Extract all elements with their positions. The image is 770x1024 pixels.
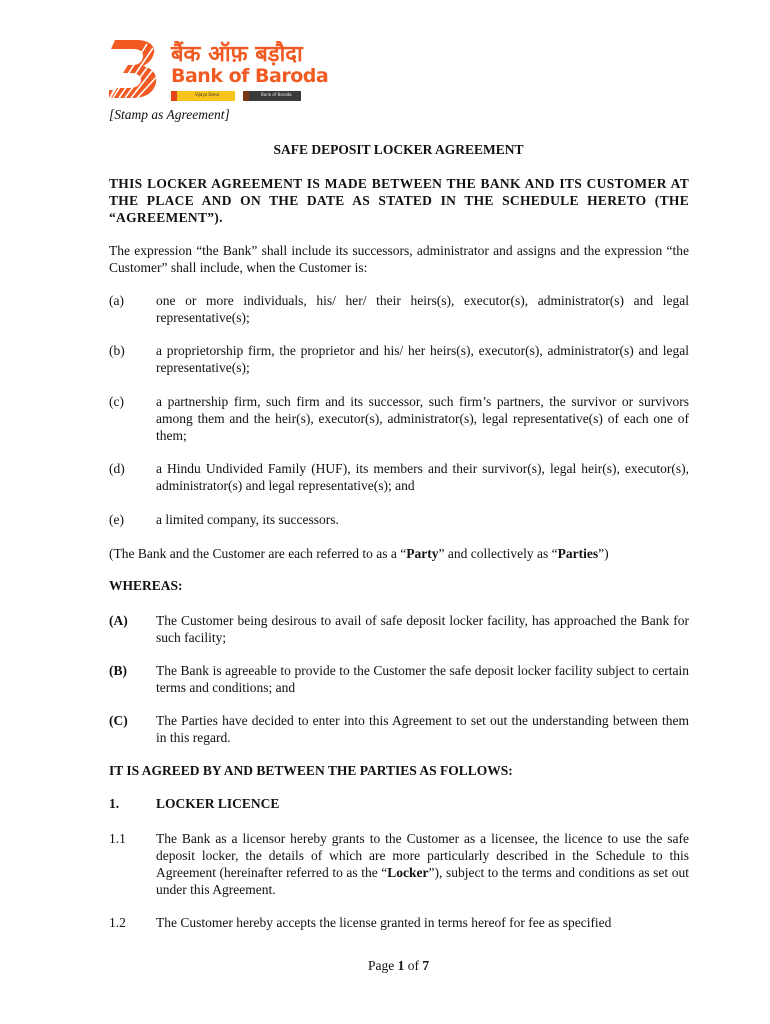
stamp-note: [Stamp as Agreement]: [109, 107, 230, 122]
parties-term: Parties: [557, 546, 599, 561]
recital-label: (B): [109, 663, 127, 678]
list-item-label: (a): [109, 293, 124, 308]
of-word: of: [407, 958, 419, 973]
bank-of-baroda-logo-icon: [107, 38, 167, 100]
list-item-text: a Hindu Undivided Family (HUF), its members and their survivor(s), legal heir(s), executor(s), administrator(s) and legal representative(s); and: [156, 461, 689, 493]
section-title: LOCKER LICENCE: [156, 796, 280, 811]
list-item-text: a proprietorship firm, the proprietor and his/ her heirs(s), executor(s), administrator(s) and legal representative(s);: [156, 343, 689, 375]
recital-text: The Parties have decided to enter into this Agreement to set out the understanding between them in this regard.: [156, 713, 689, 745]
strip-right-text: Bank of Baroda: [261, 92, 292, 97]
locker-term: Locker: [387, 865, 429, 880]
logo-merger-strip: [171, 91, 301, 101]
list-item-text: a limited company, its successors.: [156, 512, 339, 527]
parties-definition: (The Bank and the Customer are each referred to as a “Party” and collectively as “Parties”): [109, 546, 609, 561]
logo-hindi-text: बैंक ऑफ़ बड़ौदा: [171, 42, 303, 67]
clause-number: 1.2: [109, 915, 126, 930]
list-item-text: one or more individuals, his/ her/ their heirs(s), executor(s), administrator(s) and legal representative(s);: [156, 293, 689, 325]
clause-number: 1.1: [109, 831, 126, 846]
list-item-label: (c): [109, 394, 124, 409]
page-footer: [0, 958, 770, 974]
list-item-label: (e): [109, 512, 124, 527]
bank-logo: [107, 38, 329, 104]
list-item-label: (d): [109, 461, 125, 476]
intro-statement: THIS LOCKER AGREEMENT IS MADE BETWEEN THE BANK AND ITS CUSTOMER AT THE PLACE AND ON THE DATE AS STATED IN THE SCHEDULE HERETO (THE “AGREEMENT”).: [109, 176, 689, 225]
recital-label: (C): [109, 713, 128, 728]
current-page-number: 1: [397, 958, 405, 973]
expression-paragraph: The expression “the Bank” shall include its successors, administrator and assigns and the expression “the Customer” shall include, when the Customer is:: [109, 243, 689, 275]
strip-left-text: Vijaya Dena: [195, 92, 219, 97]
page-word: Page: [367, 958, 395, 973]
list-item-label: (b): [109, 343, 125, 358]
list-item-text: a partnership firm, such firm and its successor, such firm’s partners, the survivor or survivors among them and the heir(s), executor(s), administrator(s), legal representative(s) of each one of them;: [156, 394, 689, 443]
whereas-heading: WHEREAS:: [109, 578, 183, 593]
recital-label: (A): [109, 613, 128, 628]
total-page-number: 7: [422, 958, 430, 973]
document-title: SAFE DEPOSIT LOCKER AGREEMENT: [273, 142, 524, 157]
recital-text: The Customer being desirous to avail of safe deposit locker facility, has approached the Bank for such facility;: [156, 613, 689, 645]
clause-text: The Bank as a licensor hereby grants to the Customer as a licensee, the licence to use the safe deposit locker, the details of which are more particularly described in the Schedule to this Agreement (hereinafter referred to as the “Locker”), subject to the terms and conditions as set out under this Agreement.: [156, 831, 689, 897]
section-number: 1.: [109, 796, 120, 811]
logo-english-text: Bank of Baroda: [171, 65, 329, 87]
recital-text: The Bank is agreeable to provide to the Customer the safe deposit locker facility subject to certain terms and conditions; and: [156, 663, 689, 695]
clause-text: The Customer hereby accepts the license granted in terms hereof for fee as specified: [156, 915, 612, 930]
agreed-heading: IT IS AGREED BY AND BETWEEN THE PARTIES AS FOLLOWS:: [109, 763, 513, 778]
party-term: Party: [406, 546, 439, 561]
